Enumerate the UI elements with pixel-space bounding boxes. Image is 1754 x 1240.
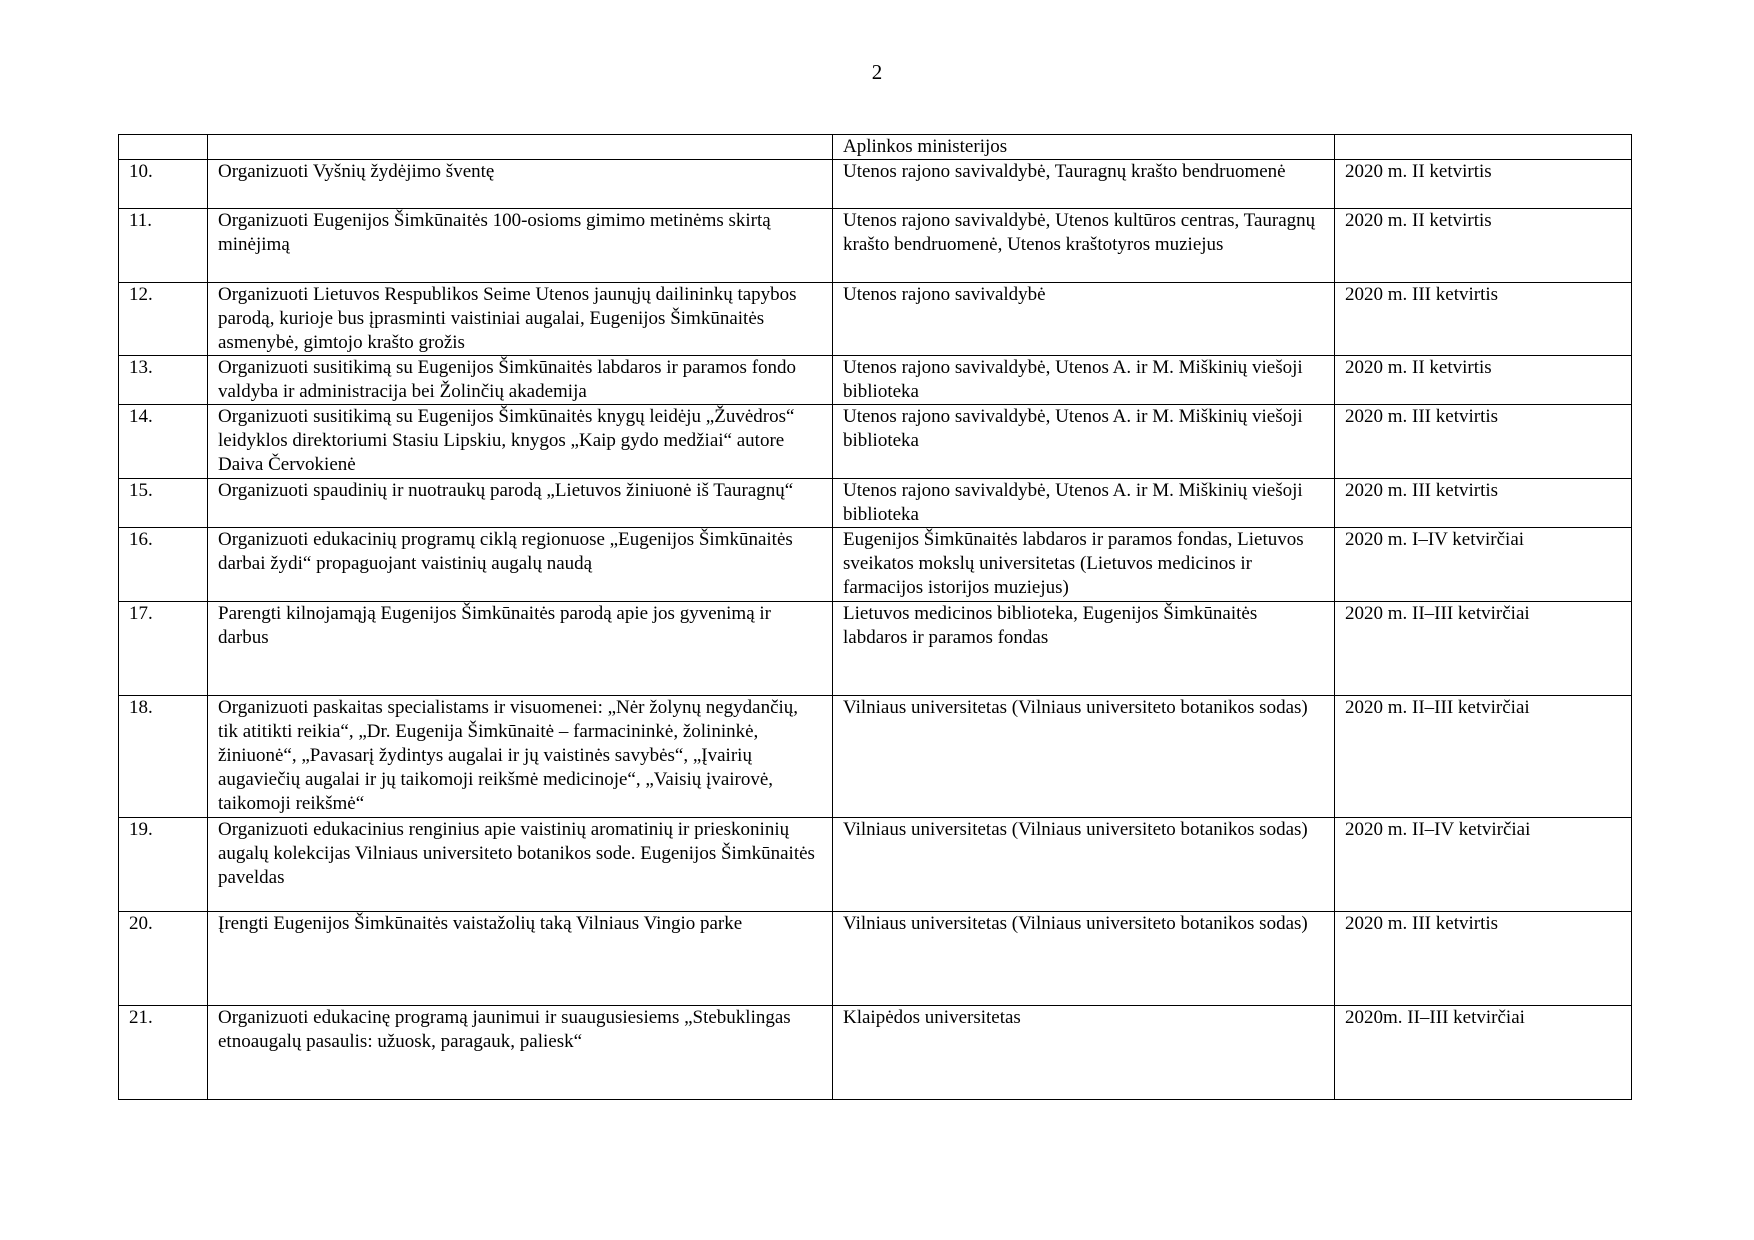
row-number-cell: 10.: [119, 160, 208, 209]
page-number: 2: [871, 60, 883, 84]
table-row: [119, 405, 1632, 479]
table-row: [119, 356, 1632, 405]
action-cell: [208, 135, 833, 160]
row-number-cell: 16.: [119, 528, 208, 602]
table-row: [119, 602, 1632, 696]
action-cell: Organizuoti Eugenijos Šimkūnaitės 100-osioms gimimo metinėms skirtą minėjimą: [208, 209, 833, 283]
action-cell: Organizuoti edukacinius renginius apie vaistinių aromatinių ir prieskoninių augalų kolekcijas Vilniaus universiteto botanikos sode. Eugenijos Šimkūnaitės paveldas: [208, 818, 833, 912]
action-cell: Organizuoti paskaitas specialistams ir visuomenei: „Nėr žolynų negydančių, tik atitikti reikia“, „Dr. Eugenija Šimkūnaitė – farmacininkė, žolininkė, žiniuonė“, „Pavasarį žydintys augalai ir jų vaistinės savybės“, „Įvairių augaviečių augalai ir jų taikomoji reikšmė medicinoje“, „Vaisių įvairovė, taikomoji reikšmė“: [208, 696, 833, 818]
action-plan-table: [118, 134, 1632, 1100]
action-cell: Organizuoti edukacinę programą jaunimui ir suaugusiesiems „Stebuklingas etnoaugalų pasaulis: užuosk, paragauk, paliesk“: [208, 1006, 833, 1100]
action-cell: Organizuoti edukacinių programų ciklą regionuose „Eugenijos Šimkūnaitės darbai žydi“ propaguojant vaistinių augalų naudą: [208, 528, 833, 602]
executors-cell: Utenos rajono savivaldybė, Utenos kultūros centras, Tauragnų krašto bendruomenė, Utenos kraštotyros muziejus: [833, 209, 1335, 283]
executors-cell: Lietuvos medicinos biblioteka, Eugenijos Šimkūnaitės labdaros ir paramos fondas: [833, 602, 1335, 696]
table-row: [119, 818, 1632, 912]
row-number-cell: 20.: [119, 912, 208, 1006]
deadline-cell: 2020 m. II–IV ketvirčiai: [1335, 818, 1632, 912]
action-cell: Parengti kilnojamąją Eugenijos Šimkūnaitės parodą apie jos gyvenimą ir darbus: [208, 602, 833, 696]
table-row: [119, 160, 1632, 209]
row-number-cell: 12.: [119, 283, 208, 356]
action-cell: Organizuoti Lietuvos Respublikos Seime Utenos jaunųjų dailininkų tapybos parodą, kurioje bus įprasminti vaistiniai augalai, Eugenijos Šimkūnaitės asmenybė, gimtojo krašto grožis: [208, 283, 833, 356]
action-cell: Įrengti Eugenijos Šimkūnaitės vaistažolių taką Vilniaus Vingio parke: [208, 912, 833, 1006]
deadline-cell: 2020 m. II ketvirtis: [1335, 209, 1632, 283]
row-number-cell: 15.: [119, 479, 208, 528]
row-number-cell: [119, 135, 208, 160]
deadline-cell: 2020 m. III ketvirtis: [1335, 912, 1632, 1006]
table-row: [119, 479, 1632, 528]
table-row: [119, 1006, 1632, 1100]
deadline-cell: 2020 m. III ketvirtis: [1335, 405, 1632, 479]
table-row: [119, 135, 1632, 160]
row-number-cell: 14.: [119, 405, 208, 479]
row-number-cell: 19.: [119, 818, 208, 912]
executors-cell: Utenos rajono savivaldybė, Tauragnų krašto bendruomenė: [833, 160, 1335, 209]
deadline-cell: [1335, 135, 1632, 160]
executors-cell: Aplinkos ministerijos: [833, 135, 1335, 160]
action-cell: Organizuoti susitikimą su Eugenijos Šimkūnaitės labdaros ir paramos fondo valdyba ir administracija bei Žolinčių akademija: [208, 356, 833, 405]
table-row: [119, 528, 1632, 602]
row-number-cell: 17.: [119, 602, 208, 696]
executors-cell: Klaipėdos universitetas: [833, 1006, 1335, 1100]
deadline-cell: 2020 m. III ketvirtis: [1335, 283, 1632, 356]
executors-cell: Utenos rajono savivaldybė: [833, 283, 1335, 356]
executors-cell: Vilniaus universitetas (Vilniaus universiteto botanikos sodas): [833, 912, 1335, 1006]
action-cell: Organizuoti Vyšnių žydėjimo šventę: [208, 160, 833, 209]
executors-cell: Utenos rajono savivaldybė, Utenos A. ir M. Miškinių viešoji biblioteka: [833, 405, 1335, 479]
deadline-cell: 2020 m. II–III ketvirčiai: [1335, 602, 1632, 696]
row-number-cell: 18.: [119, 696, 208, 818]
deadline-cell: 2020 m. II ketvirtis: [1335, 356, 1632, 405]
row-number-cell: 11.: [119, 209, 208, 283]
table-row: [119, 209, 1632, 283]
executors-cell: Utenos rajono savivaldybė, Utenos A. ir M. Miškinių viešoji biblioteka: [833, 356, 1335, 405]
deadline-cell: 2020 m. II–III ketvirčiai: [1335, 696, 1632, 818]
executors-cell: Vilniaus universitetas (Vilniaus universiteto botanikos sodas): [833, 696, 1335, 818]
deadline-cell: 2020 m. I–IV ketvirčiai: [1335, 528, 1632, 602]
executors-cell: Eugenijos Šimkūnaitės labdaros ir paramos fondas, Lietuvos sveikatos mokslų universitetas (Lietuvos medicinos ir farmacijos istorijos muziejus): [833, 528, 1335, 602]
row-number-cell: 13.: [119, 356, 208, 405]
deadline-cell: 2020m. II–III ketvirčiai: [1335, 1006, 1632, 1100]
table-row: [119, 696, 1632, 818]
table-row: [119, 912, 1632, 1006]
action-cell: Organizuoti susitikimą su Eugenijos Šimkūnaitės knygų leidėju „Žuvėdros“ leidyklos direktoriumi Stasiu Lipskiu, knygos „Kaip gydo medžiai“ autore Daiva Červokienė: [208, 405, 833, 479]
executors-cell: Utenos rajono savivaldybė, Utenos A. ir M. Miškinių viešoji biblioteka: [833, 479, 1335, 528]
deadline-cell: 2020 m. III ketvirtis: [1335, 479, 1632, 528]
executors-cell: Vilniaus universitetas (Vilniaus universiteto botanikos sodas): [833, 818, 1335, 912]
deadline-cell: 2020 m. II ketvirtis: [1335, 160, 1632, 209]
row-number-cell: 21.: [119, 1006, 208, 1100]
table-row: [119, 283, 1632, 356]
action-cell: Organizuoti spaudinių ir nuotraukų parodą „Lietuvos žiniuonė iš Tauragnų“: [208, 479, 833, 528]
